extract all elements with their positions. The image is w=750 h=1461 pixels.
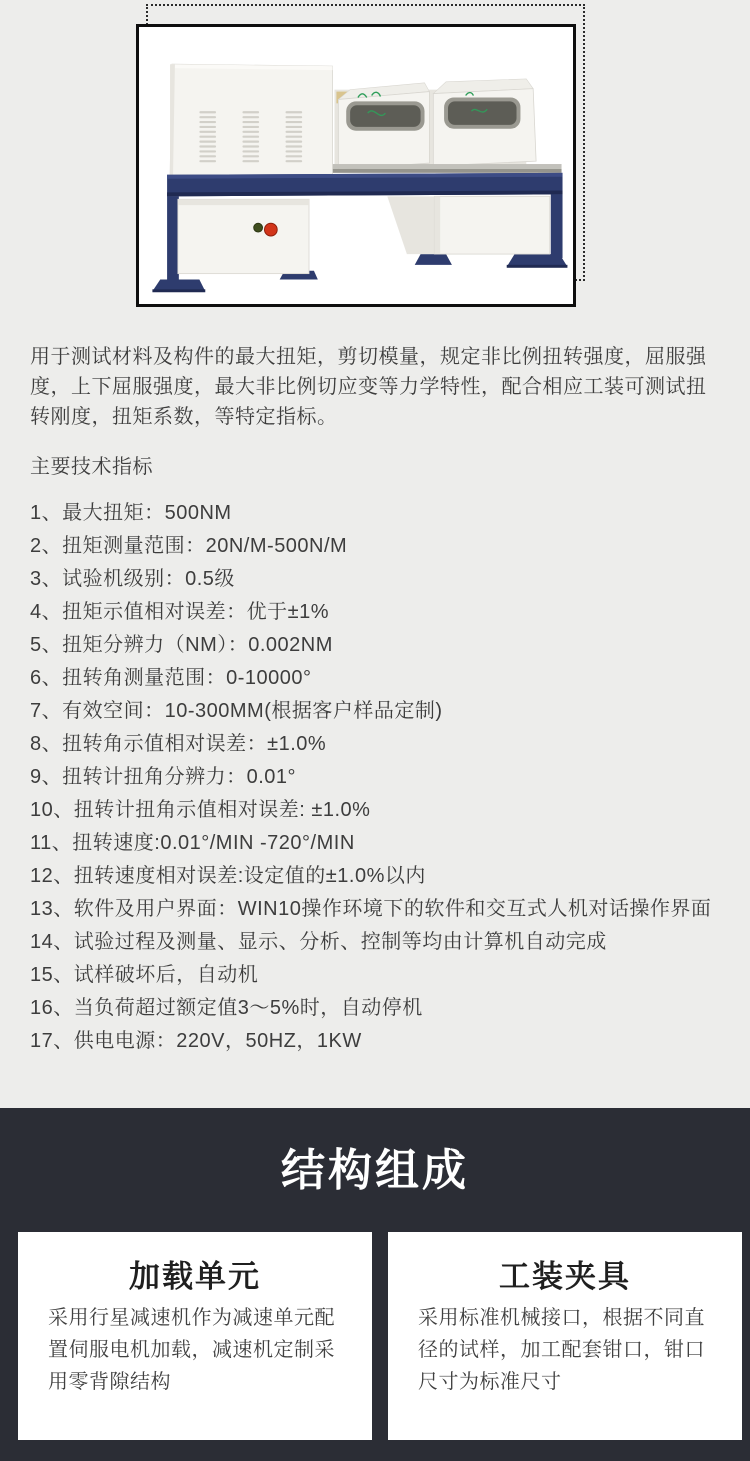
spec-list [30,497,750,1058]
card-loading-unit [18,1232,372,1440]
card-title: 工装夹具 [499,1259,631,1294]
spec-item: 1、最大扭矩：500NM [30,502,232,524]
spec-item: 10、扭转计扭角示值相对误差: ±1.0% [30,799,371,821]
spec-item: 9、扭转计扭角分辨力：0.01° [30,766,297,788]
spec-item: 12、扭转速度相对误差:设定值的±1.0%以内 [30,865,426,887]
spec-item: 3、试验机级别：0.5级 [30,568,235,590]
structure-section [0,1108,750,1461]
card-body: 采用行星减速机作为减速单元配置伺服电机加载，减速机定制采用零背隙结构 [48,1307,335,1393]
spec-item: 13、软件及用户界面：WIN10操作环境下的软件和交互式人机对话操作界面 [30,898,712,920]
spec-item: 8、扭转角示值相对误差：±1.0% [30,733,327,755]
spec-item: 6、扭转角测量范围：0-10000° [30,667,312,689]
card-fixture [388,1232,742,1440]
product-photo-frame[interactable] [136,24,576,307]
spec-item: 2、扭矩测量范围：20N/M-500N/M [30,535,348,557]
spec-item: 4、扭矩示值相对误差：优于±1% [30,601,330,623]
spec-item: 14、试验过程及测量、显示、分析、控制等均由计算机自动完成 [30,931,607,953]
card-title: 加载单元 [129,1259,261,1294]
intro-text: 用于测试材料及构件的最大扭矩，剪切模量，规定非比例扭转强度，屈服强度，上下屈服强度，最大非比例切应变等力学特性，配合相应工装可测试扭转刚度，扭矩系数，等特定指标。 [30,346,707,428]
spec-item: 7、有效空间：10-300MM(根据客户样品定制) [30,700,443,722]
card-body: 采用标准机械接口，根据不同直径的试样，加工配套钳口，钳口尺寸为标准尺寸 [418,1307,705,1393]
spec-item: 16、当负荷超过额定值3～5%时，自动停机 [30,997,423,1019]
spec-item: 15、试样破坏后，自动机 [30,964,259,986]
structure-title: 结构组成 [281,1146,469,1195]
spec-item: 5、扭矩分辨力（NM）：0.002NM [30,634,333,656]
specs-heading: 主要技术指标 [30,456,153,478]
spec-item: 17、供电电源：220V，50HZ，1KW [30,1030,362,1052]
spec-item: 11、扭转速度:0.01°/MIN -720°/MIN [30,832,355,854]
structure-cards [0,1232,750,1440]
torsion-testing-machine-illustration [139,27,573,304]
